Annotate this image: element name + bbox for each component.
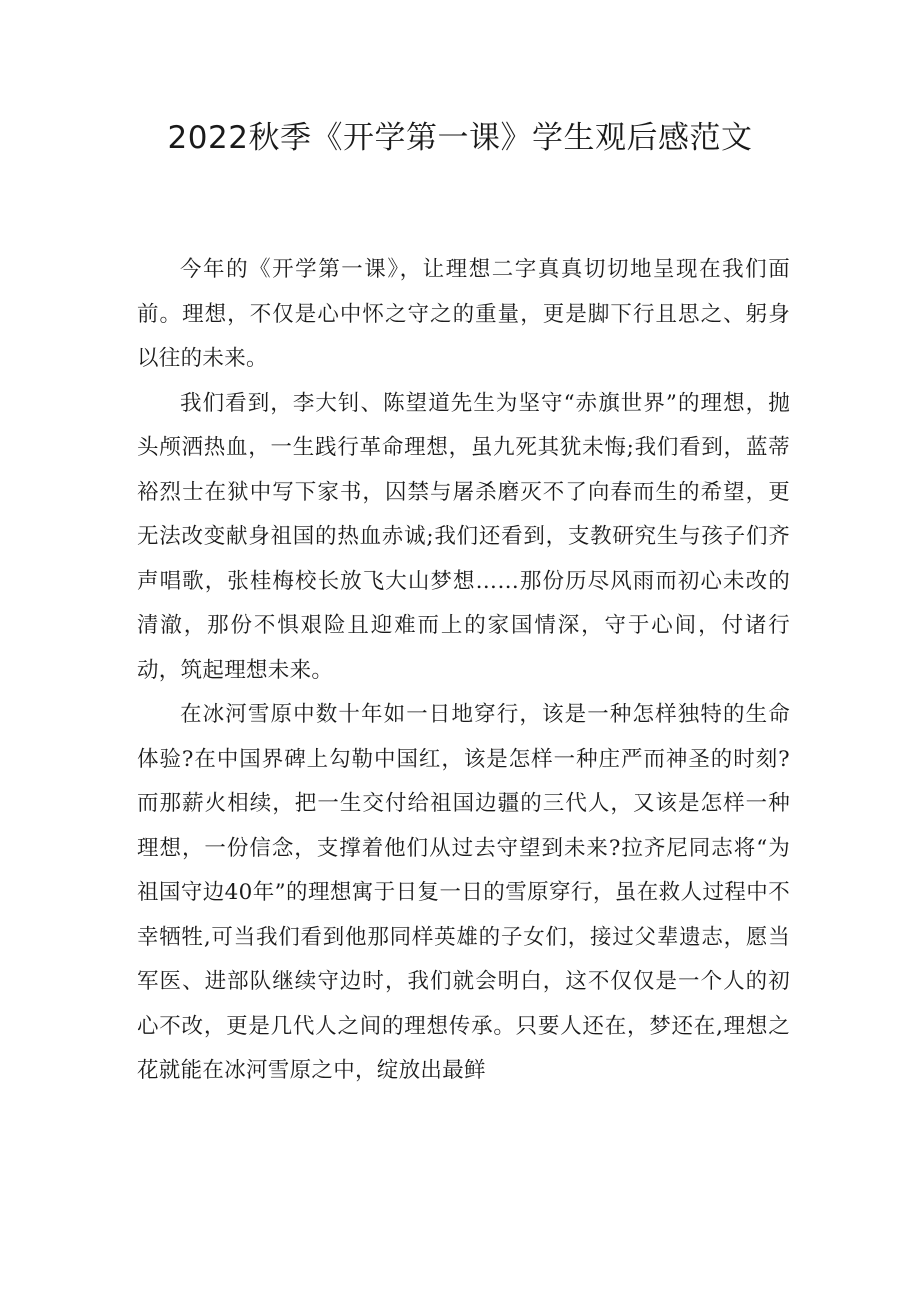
document-body	[137, 248, 790, 1094]
paragraph-2: 我们看到，李大钊、陈望道先生为坚守“赤旗世界”的理想，抛头颅洒热血，一生践行革命理想，虽九死其犹未悔;我们看到，蓝蒂裕烈士在狱中写下家书，囚禁与屠杀磨灭不了向春而生的希望，更无法改变献身祖国的热血赤诚;我们还看到，支教研究生与孩子们齐声唱歌，张桂梅校长放飞大山梦想……那份历尽风雨而初心未改的清澈，那份不惧艰险且迎难而上的家国情深，守于心间，付诸行动，筑起理想未来。	[137, 390, 790, 683]
paragraph-3: 在冰河雪原中数十年如一日地穿行，该是一种怎样独特的生命体验?在中国界碑上勾勒中国红，该是怎样一种庄严而神圣的时刻?而那薪火相续，把一生交付给祖国边疆的三代人，又该是怎样一种理想，一份信念，支撑着他们从过去守望到未来?拉齐尼同志将“为祖国守边40年”的理想寓于日复一日的雪原穿行，虽在救人过程中不幸牺牲,可当我们看到他那同样英雄的子女们，接过父辈遗志，愿当军医、进部队继续守边时，我们就会明白，这不仅仅是一个人的初心不改，更是几代人之间的理想传承。只要人还在，梦还在,理想之花就能在冰河雪原之中，绽放出最鲜	[137, 702, 790, 1083]
document-title: 2022秋季《开学第一课》学生观后感范文	[167, 120, 753, 156]
paragraph-1: 今年的《开学第一课》，让理想二字真真切切地呈现在我们面前。理想，不仅是心中怀之守之的重量，更是脚下行且思之、躬身以往的未来。	[137, 257, 790, 371]
